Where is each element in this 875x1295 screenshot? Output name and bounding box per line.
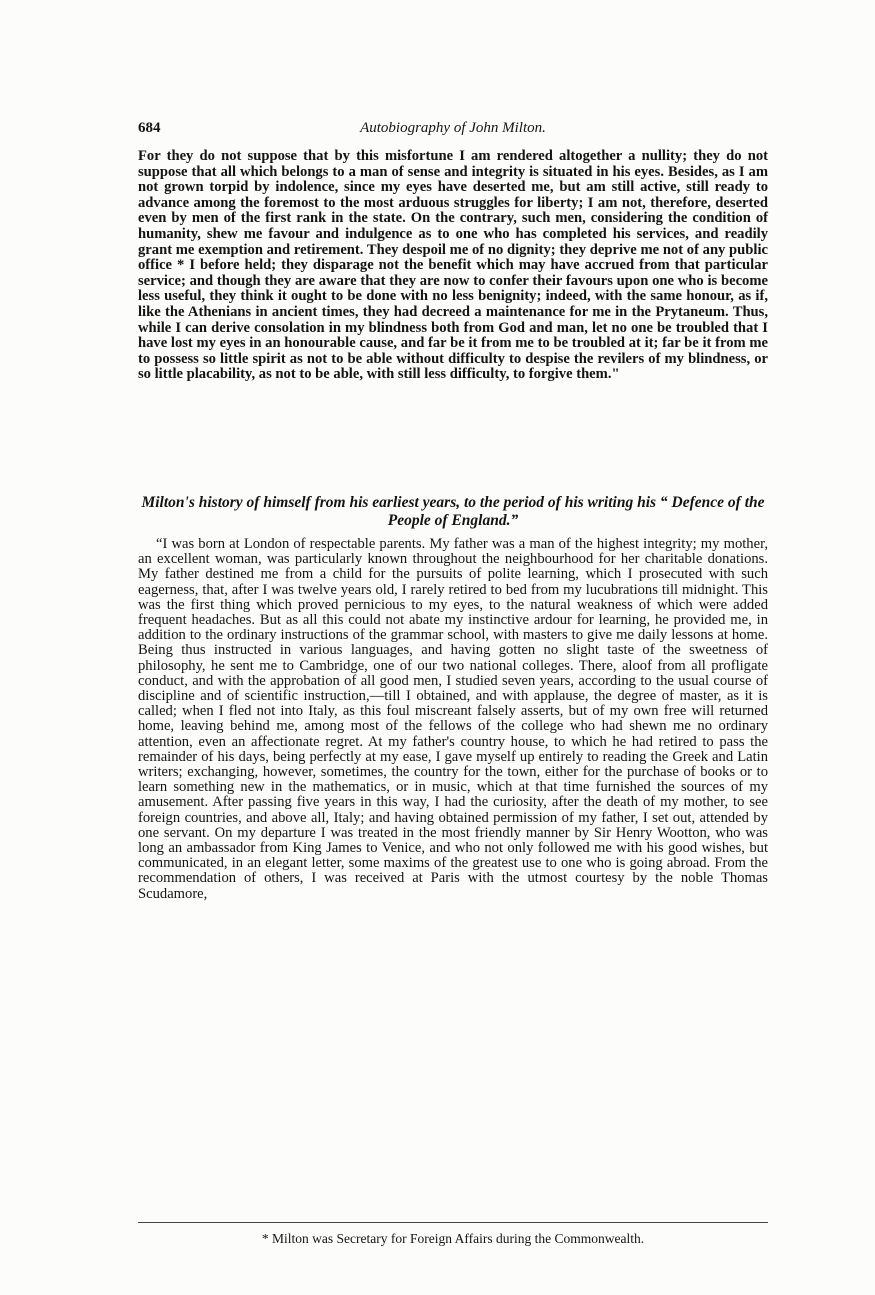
page-number: 684	[138, 120, 161, 136]
footnote-divider	[138, 1222, 768, 1223]
running-title: Autobiography of John Milton.	[360, 120, 546, 136]
paragraph-continued	[138, 149, 768, 383]
paragraph-text: “I was born at London of respectable parents. My father was a man of the highest integrity; my mother, an excellent woman, was particularly known throughout the neighbourhood for her charitable donations. My father destined me from a child for the pursuits of polite learning, which I prosecuted with such eagerness, that, after I was twelve years old, I rarely retired to bed from my lucubrations till midnight. This was the first thing which proved pernicious to my eyes, to the natural weakness of which were added frequent headaches. But as all this could not abate my instinctive ardour for learning, he provided me, in addition to the ordinary instructions of the grammar school, with masters to give me daily lessons at home. Being thus instructed in various languages, and having gotten no slight taste of the sweetness of philosophy, he sent me to Cambridge, one of our two national colleges. There, aloof from all profligate conduct, and with the approbation of all good men, I studied seven years, according to the usual course of discipline and of scientific instruction,—till I obtained, and with applause, the degree of master, as it is called; when I fled not into Italy, as this foul miscreant falsely asserts, but of my own free will returned home, leaving behind me, among most of the fellows of the college who had shewn me no ordinary attention, even an affectionate regret. At my father's country house, to which he had retired to pass the remainder of his days, being perfectly at my ease, I gave myself up entirely to reading the Greek and Latin writers; exchanging, however, sometimes, the country for the town, either for the purchase of books or to learn something new in the mathematics, or in music, which at that time furnished the sources of my amusement. After passing five years in this way, I had the curiosity, after the death of my mother, to see foreign countries, and above all, Italy; and having obtained permission of my father, I set out, attended by one servant. On my departure I was treated in the most friendly manner by Sir Henry Wootton, who was long an ambassador from King James to Venice, and who not only followed me with his good wishes, but communicated, in an elegant letter, some maxims of the greatest use to one who is going abroad. From the recommendation of others, I was received at Paris with the utmost courtesy by the noble Thomas Scudamore,	[138, 536, 768, 902]
page-header	[138, 120, 768, 144]
paragraph-text: For they do not suppose that by this misfortune I am rendered altogether a nullity; they do not suppose that all which belongs to a man of sense and integrity is situated in his eyes. Besides, as I am not grown torpid by indolence, since my eyes have deserted me, but am still active, still ready to advance among the foremost to the most arduous struggles for liberty; I am not, therefore, deserted even by men of the first rank in the state. On the contrary, such men, considering the condition of humanity, shew me favour and indulgence as to one who has completed his services, and readily grant me exemption and retirement. They despoil me of no dignity; they deprive me not of any public office * I before held; they disparage not the benefit which may have accrued from that particular service; and though they are aware that they are now to confer their favours upon one who is become less useful, they think it ought to be done with no less benignity; indeed, with the same honour, as if, like the Athenians in ancient times, they had decreed a maintenance for me in the Prytaneum. Thus, while I can derive consolation in my blindness both from God and man, let no one be troubled that I have lost my eyes in an honourable cause, and far be it from me to be troubled at it; far be it from me to possess so little spirit as not to be able without difficulty to despise the revilers of my blindness, or so little placability, as not to be able, with still less difficulty, to forgive them."	[138, 148, 768, 383]
footnote: * Milton was Secretary for Foreign Affairs during the Commonwealth.	[261, 1231, 645, 1246]
paragraph-main	[138, 537, 768, 902]
section-heading: Milton's history of himself from his earliest years, to the period of his writing his “ Defence of the People of England.”	[141, 494, 765, 529]
